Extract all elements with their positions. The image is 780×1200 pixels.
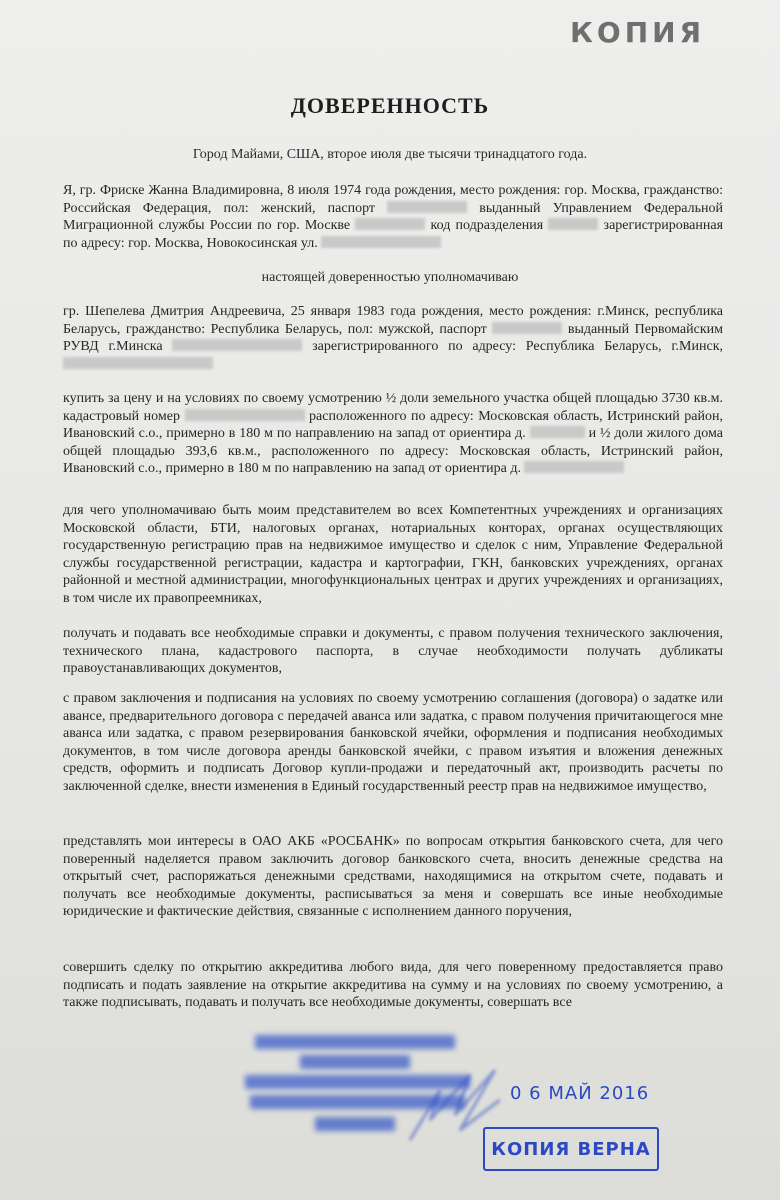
- attorney-paragraph: [63, 303, 723, 373]
- copy-certified-text: КОПИЯ ВЕРНА: [491, 1138, 651, 1160]
- redacted-division-code: [548, 218, 598, 230]
- purchase-text-3: и ½ доли жилого дома общей площадью 393,6 кв.м., расположенного по адресу: Московская область, Истринский район, Ивановский с.о., примерно в 180 м по направлению на запад от ориентира д.: [63, 426, 724, 477]
- city-date-line: Город Майами, США, второе июля две тысячи тринадцатого года.: [192, 147, 588, 162]
- principal-text-3: код подразделения: [430, 218, 544, 234]
- redacted-issue-date: [355, 218, 425, 230]
- document-title: ДОВЕРЕННОСТЬ: [290, 93, 490, 118]
- date-stamp: 0 6 МАЙ 2016: [510, 1083, 650, 1104]
- principal-text-2: выданный Управлением Федеральной Миграционной службы России по гор. Москве: [63, 200, 723, 234]
- redacted-landmark-2: [524, 461, 624, 473]
- attorney-text-3: зарегистрированного по адресу: Республика Беларусь, г.Минск,: [312, 339, 723, 355]
- purchase-text-1: купить за цену и на условиях по своему усмотрению ½ доли земельного участка общей площадью 3730 кв.м. кадастровый номер: [63, 391, 723, 424]
- attorney-text-2: выданный Первомайским РУВД г.Минска: [63, 321, 724, 355]
- redacted-cadastral-number: [185, 409, 305, 421]
- copy-stamp-top: КОПИЯ: [570, 16, 706, 49]
- bank-paragraph: представлять мои интересы в ОАО АКБ «РОСБАНК» по вопросам открытия банковского счета, для чего поверенный наделяется правом заключить договор банковского счета, вносить денежные средства на открытый счет, распоряжаться денежными средствами, находящимися на открытом счете, подавать и получать все необходимые документы, расписываться за меня и совершать все иные необходимые юридические и фактические действия, связанные с исполнением данного поручения,: [63, 834, 723, 920]
- agreement-paragraph: с правом заключения и подписания на условиях по своему усмотрению соглашения (договора) о задатке или авансе, предварительного договора с передачей аванса или задатка, с правом получения причитающегося мне аванса или задатка, с правом резервирования банковской ячейки, оформления и подписания необходимых документов, в том числе договора аренды банковской ячейки, с правом изъятия и вложения денежных средств, оформить и подписать Договор купли-продажи и передаточный акт, производить расчеты по заключенной сделке, внести изменения в Единый государственный реестр прав на недвижимое имущество,: [63, 691, 723, 794]
- principal-text-1: Я, гр. Фриске Жанна Владимировна, 8 июля 1974 года рождения, место рождения: гор. Москва, гражданство: Российская Федерация, пол: женский, паспорт: [63, 183, 723, 216]
- purchase-text-2: расположенного по адресу: Московская область, Истринский район, Ивановский с.о., примерно в 180 м по направлению на запад от ориентира д.: [63, 408, 724, 442]
- attorney-text-1: гр. Шепелева Дмитрия Андреевича, 25 января 1983 года рождения, место рождения: г.Минск, республика Беларусь, гражданство: Республика Беларусь, пол: мужской, паспорт: [63, 304, 723, 337]
- copy-certified-stamp: [483, 1127, 659, 1171]
- redacted-address: [321, 236, 441, 248]
- purchase-paragraph: [63, 390, 723, 478]
- redacted-landmark-1: [530, 426, 585, 438]
- principal-paragraph: [63, 182, 723, 252]
- accreditive-paragraph: совершить сделку по открытию аккредитива любого вида, для чего поверенному предоставляется право подписать и подать заявление на открытие аккредитива на сумму и на условиях по своему усмотрению, а также подписывать, подавать и получать все необходимые документы, совершать все: [63, 960, 723, 1011]
- redacted-attorney-address: [63, 357, 213, 369]
- redacted-passport: [387, 201, 467, 213]
- principal-text-4: зарегистрированная по адресу: гор. Москва, Новокосинская ул.: [63, 218, 724, 251]
- authorize-line: настоящей доверенностью уполномачиваю: [261, 270, 519, 285]
- documents-paragraph: получать и подавать все необходимые справки и документы, с правом получения технического заключения, технического плана, кадастрового паспорта, в случае необходимости получать дубликаты правоустанавливающих документов,: [63, 626, 723, 677]
- redacted-attorney-issue-date: [172, 339, 302, 351]
- representative-paragraph: для чего уполномачиваю быть моим представителем во всех Компетентных учреждениях и организациях Московской области, БТИ, налоговых органах, нотариальных конторах, органах осуществляющих государственную регистрацию прав на недвижимое имущество и сделок с ним, Управление Федеральной службы государственной регистрации, кадастра и картографии, ГКН, банковских учреждениях, органах районной и местной администрации, многофункциональных центрах и других учреждениях и организациях, в том числе их правопреемниках,: [63, 503, 723, 606]
- redacted-attorney-passport: [492, 322, 562, 334]
